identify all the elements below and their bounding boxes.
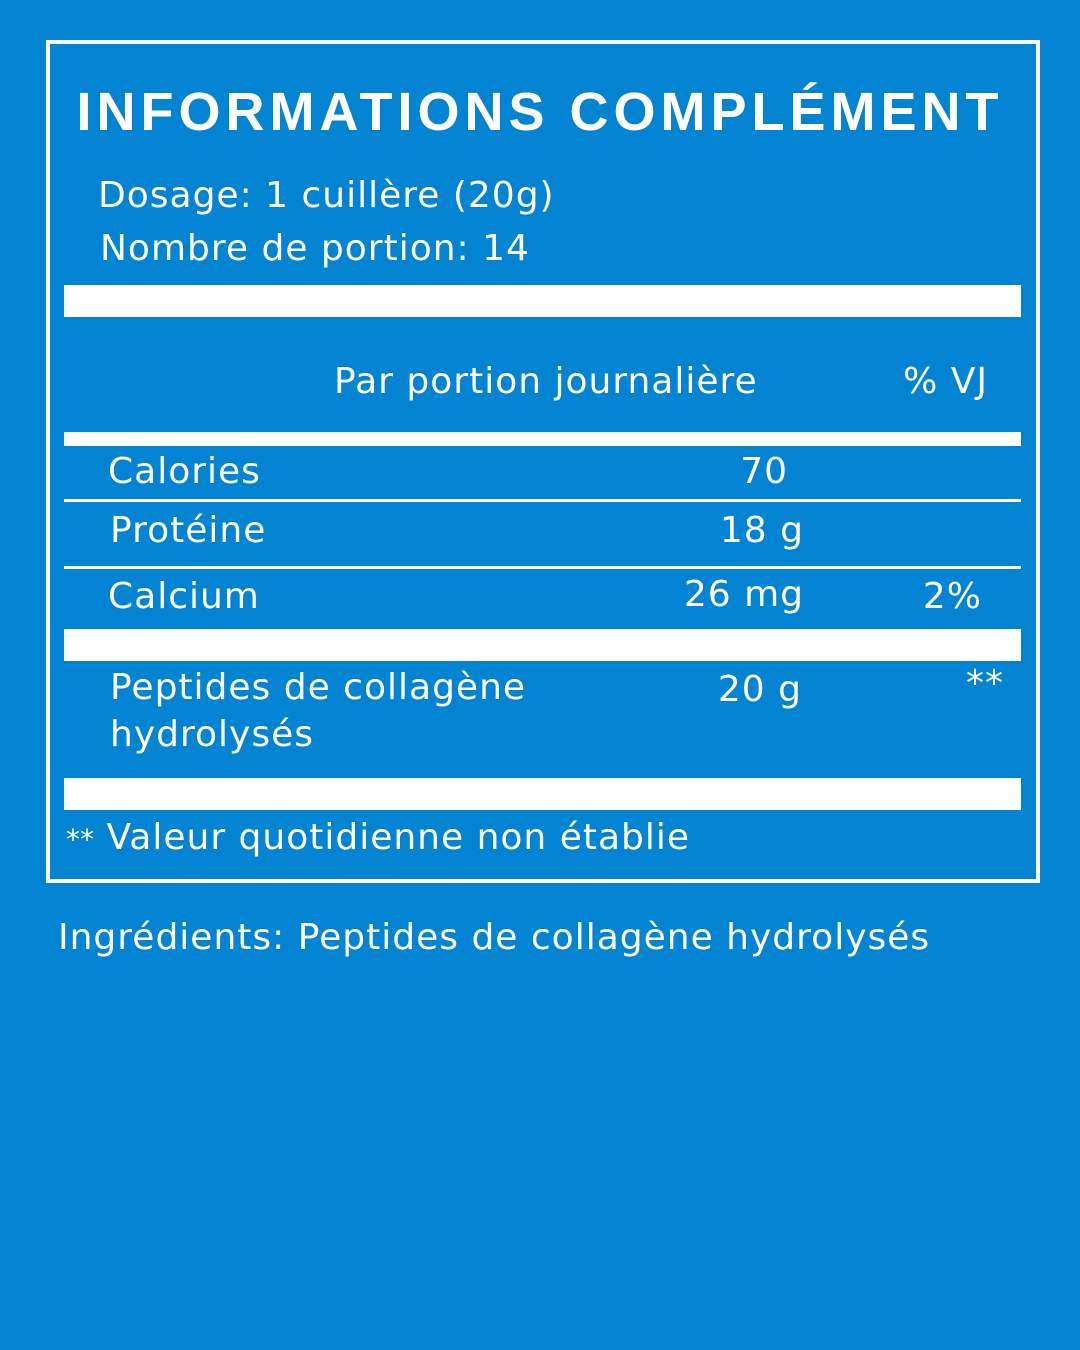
row-daily-value: ** (966, 663, 1004, 704)
row-amount: 26 mg (683, 574, 804, 615)
row-amount: 20 g (717, 669, 802, 710)
row-amount: 18 g (719, 510, 804, 551)
row-name: Calories (108, 451, 261, 492)
divider-bar-middle (64, 629, 1021, 661)
divider-bar-bottom (64, 778, 1021, 810)
row-name: Calcium (108, 576, 260, 617)
footnote (66, 818, 690, 860)
header-amount: Par portion journalière (334, 361, 758, 402)
divider-bar-header (64, 432, 1021, 446)
ingredients-text: Ingrédients: Peptides de collagène hydrolysés (58, 917, 931, 958)
label-title: INFORMATIONS COMPLÉMENT (76, 82, 1004, 142)
row-rule (64, 499, 1021, 502)
footnote-text: Valeur quotidienne non établie (106, 817, 691, 858)
header-daily-value: % VJ (903, 361, 988, 402)
divider-bar-top (64, 285, 1021, 317)
servings-text: Nombre de portion: 14 (100, 228, 530, 269)
row-name: Protéine (110, 510, 267, 551)
row-name-line-2: hydrolysés (110, 714, 314, 755)
row-rule (64, 566, 1021, 569)
footnote-mark: ** (66, 823, 94, 856)
row-name-line-1: Peptides de collagène (110, 667, 527, 708)
dosage-text: Dosage: 1 cuillère (20g) (98, 175, 555, 216)
row-amount: 70 (740, 451, 788, 492)
row-daily-value: 2% (922, 576, 982, 617)
